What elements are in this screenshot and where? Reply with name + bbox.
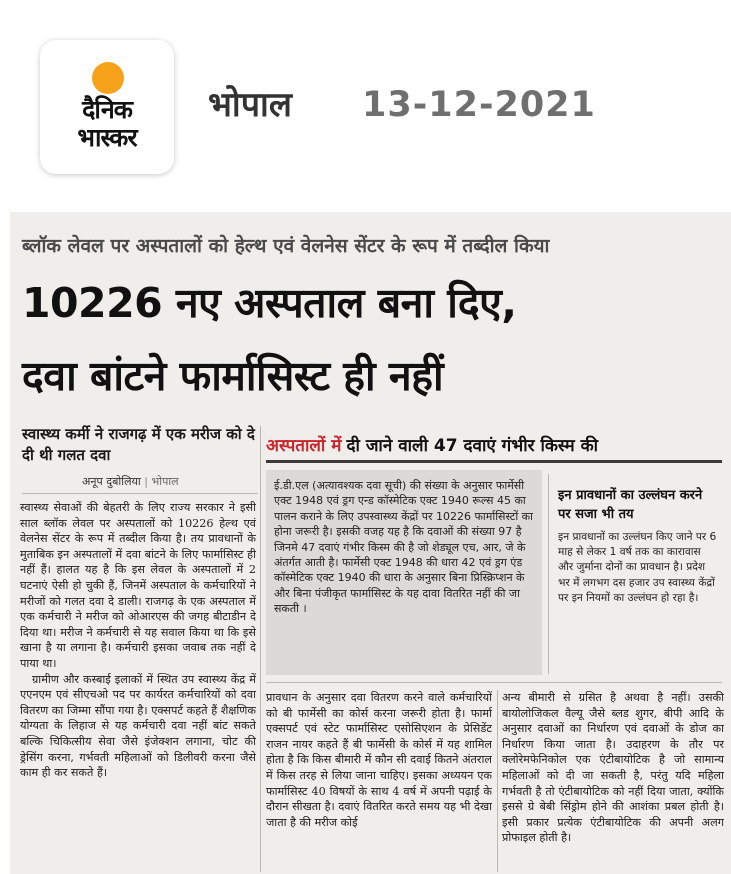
left-paragraph-1: स्वास्थ्य सेवाओं की बेहतरी के लिए राज्य सरकार ने इसी साल ब्लॉक लेवल पर अस्पतालों को 10226 हेल्थ एवं वेलनेस सेंटर के रूप में तब्दील किया है। तय प्रावधानों के मुताबिक इन अस्पतालों में दवा बांटने के लिए फार्मासिस्ट ही नहीं हैं। हालत यह है कि इस लेवल के अस्पतालों में 2 घटनाएं ऐसी हो चुकी हैं, जिनमें अस्पताल के कर्मचारियों ने मरीजों को गलत दवा दे डाली। राजगढ़ के एक अस्पताल में एक कर्मचारी ने मरीज को ओआरएस की जगह बीटाडीन दे दिया था। मरीज ने कर्मचारी से यह सवाल किया था कि इसे खाना है या लगाना है। कर्मचारी इसका जवाब तक नहीं दे पाया था।: [20, 501, 256, 670]
byline-rule: [22, 493, 258, 494]
right-column-text: अन्य बीमारी से ग्रसित है अथवा है नहीं। उसकी बायोलोजिकल वैल्यू जैसे ब्लड शुगर, बीपी आदि के अनुसार दवाओं का निर्धारण एवं दवाओं के डोज का निर्धारण किया जाता है। उदाहरण के तौर पर क्लोरेमफेनिकोल एक एंटीबायोटिक है जो सामान्य महिलाओं को दी जा सकती है, परंतु यदि महिला गर्भवती है तो एंटीबायोटिक को नहीं दिया जाता, क्योंकि इससे ग्रे बेबी सिंड्रोम होने की आशंका प्रबल होती है। इसी प्रकार प्रत्येक एंटीबायोटिक की अपनी अलग प्रोफाइल होती है।: [502, 691, 724, 845]
left-paragraph-2: ग्रामीण और कस्बाई इलाकों में स्थित उप स्वास्थ्य केंद्र में एएनएम एवं सीएचओ पद पर कार्यरत कर्मचारियों को दवा वितरण का जिम्मा सौंपा गया है। एक्सपर्ट कहते हैं शैक्षणिक योग्यता के लिहाज से यह कर्मचारी दवा नहीं बांट सकते बल्कि चिकित्सीय सेवा जैसे इंजेक्शन लगाना, चोट की ड्रेसिंग करना, गर्भवती महिलाओं को डिलीवरी करना जैसे काम ही कर सकते हैं।: [20, 672, 256, 780]
side-box-headline: इन प्रावधानों का उल्लंघन करने पर सजा भी तय: [558, 488, 703, 522]
main-headline-line-1: 10226 नए अस्पताल बना दिए,: [22, 279, 517, 327]
box-headline: [266, 432, 722, 460]
byline-separator: |: [144, 475, 148, 488]
logo-line-2: भास्कर: [77, 123, 137, 152]
lower-rule: [266, 682, 722, 683]
middle-column-text: प्रावधान के अनुसार दवा वितरण करने वाले कर्मचारियों को बी फार्मेसी का कोर्स करना जरूरी होता है। फार्मा एक्सपर्ट एवं स्टेट फार्मासिस्ट एसोसिएशन के प्रेसिडेंट राजन नायर कहते हैं बी फार्मेसी के कोर्स में यह शामिल होता है कि किस बीमारी में कौन सी दवाई कितने अंतराल में किस तरह से लिया जाना चाहिए। इसका अध्ययन एक फार्मासिस्ट 40 विषयों के साथ 4 वर्ष में अपनी पढ़ाई के दौरान सीखता है। दवाएं वितरित करते समय यह भी देखा जाता है की मरीज कोई: [266, 691, 492, 829]
edition-date: 13-12-2021: [362, 85, 596, 125]
box-headline-rule: [266, 460, 722, 463]
dainik-bhaskar-logo: [40, 40, 174, 174]
byline-place: भोपाल: [151, 475, 179, 488]
box-headline-red: अस्पतालों में: [266, 436, 342, 456]
box-headline-black: दी जाने वाली 47 दवाएं गंभीर किस्म की: [346, 436, 599, 456]
logo-line-1: दैनिक: [82, 95, 132, 124]
edition-city: भोपाल: [208, 85, 292, 125]
column-divider-left: [260, 426, 261, 872]
page-header: [0, 0, 731, 210]
box-divider: [548, 474, 549, 674]
column-divider-right: [497, 690, 498, 872]
side-box-text: इन प्रावधानों का उल्लंघन किए जाने पर 6 माह से लेकर 1 वर्ष तक का कारावास और जुर्माना दोनों का प्रावधान है। प्रदेश भर में लगभग दस हजार उप स्वास्थ्य केंद्रों पर इन नियमों का उल्लंघन हो रहा है।: [558, 531, 717, 604]
left-column-text: [20, 500, 256, 872]
left-subheadline: स्वास्थ्य कर्मी ने राजगढ़ में एक मरीज को दे दी थी गलत दवा: [22, 425, 255, 464]
info-box-text: ई.डी.एल (अत्यावश्यक दवा सूची) की संख्या के अनुसार फार्मेसी एक्ट 1948 एवं ड्रग एन्ड कॉस्मेटिक एक्ट 1940 रूल्स 45 का पालन कराने के लिए उपस्वास्थ्य केंद्रों पर 10226 फार्मासिस्टों का होना जरूरी है। इसकी वजह यह है कि दवाओं की संख्या 97 है जिनमे 47 दवाएं गंभीर किस्म की है जो शेड्यूल एच, आर, जे के अंतर्गत आती है। फार्मेसी एक्ट 1948 की धारा 42 एवं ड्रग एंड कॉस्मेटिक एक्ट 1940 की धारा के अनुसार बिना प्रिस्क्रिप्शन के और बिना पंजीकृत फार्मासिस्ट के यह दावा वितरित नहीं की जा सकती ।: [274, 479, 533, 616]
main-headline-line-2: दवा बांटने फार्मासिस्ट ही नहीं: [22, 352, 444, 400]
kicker-headline: ब्लॉक लेवल पर अस्पतालों को हेल्थ एवं वेलनेस सेंटर के रूप में तब्दील किया: [22, 235, 550, 257]
byline-author: अनूप दुबोलिया: [82, 475, 141, 488]
byline: [82, 474, 179, 490]
sun-icon: [92, 62, 124, 94]
